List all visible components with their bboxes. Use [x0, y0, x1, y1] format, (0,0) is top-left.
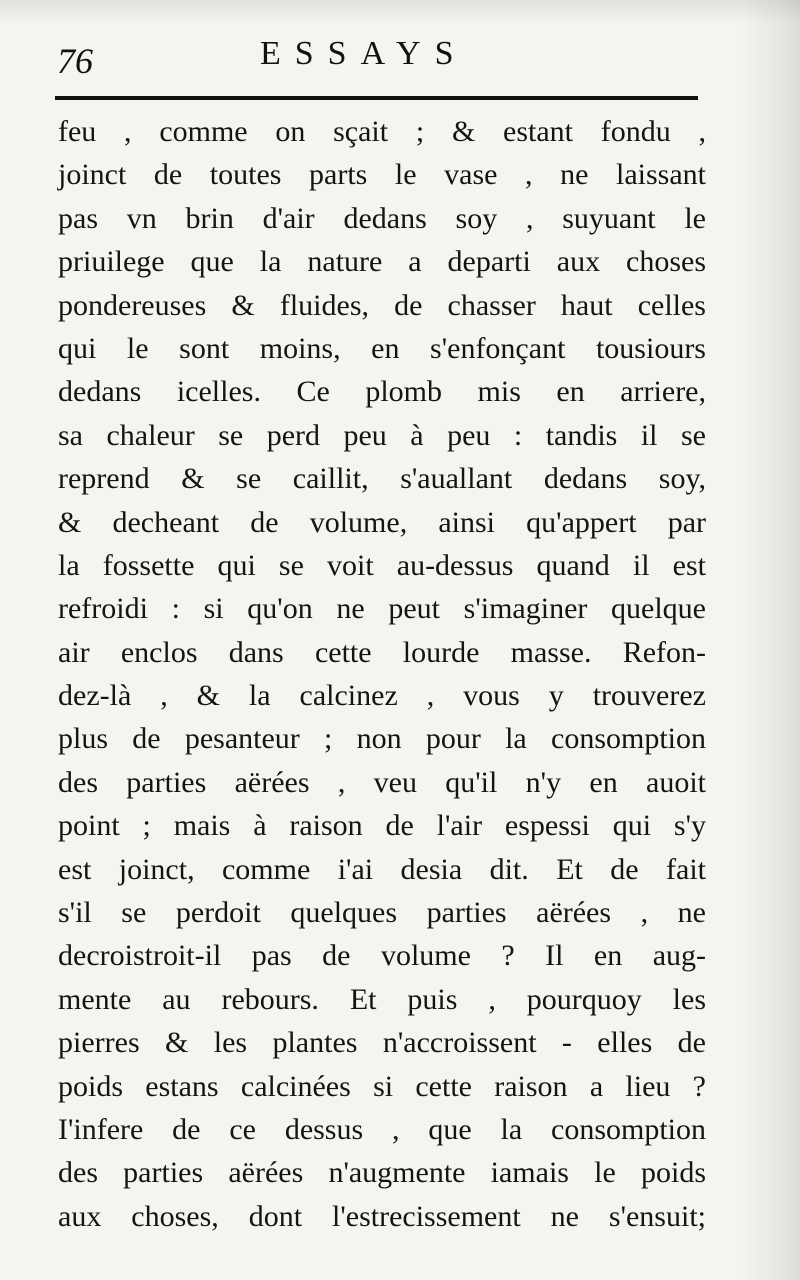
text-line: & decheant de volume, ainsi qu'appert par	[58, 505, 706, 539]
text-line: qui le sont moins, en s'enfonçant tousiours	[58, 331, 706, 365]
text-line: la fossette qui se voit au-dessus quand il est	[58, 548, 706, 582]
text-line: priuilege que la nature a departi aux choses	[58, 245, 706, 279]
text-line: refroidi : si qu'on ne peut s'imaginer quelque	[58, 592, 706, 626]
text-line: des parties aërées , veu qu'il n'y en auoit	[58, 765, 706, 799]
text-line: poids estans calcinées si cette raison a lieu ?	[58, 1069, 706, 1103]
text-line: s'il se perdoit quelques parties aërées , ne	[58, 896, 706, 930]
text-line: pondereuses & fluides, de chasser haut celles	[58, 288, 706, 322]
text-line: dez-là , & la calcinez , vous y trouverez	[58, 679, 706, 713]
text-line: sa chaleur se perd peu à peu : tandis il se	[58, 418, 706, 452]
page-top-shadow	[0, 0, 800, 24]
text-line: air enclos dans cette lourde masse. Refon-	[58, 635, 706, 669]
text-line: feu , comme on sçait ; & estant fondu ,	[58, 115, 706, 148]
text-line: I'infere de ce dessus , que la consomption	[58, 1112, 706, 1146]
text-line: pierres & les plantes n'accroissent - elles de	[58, 1026, 706, 1060]
page-edge-shadow	[740, 0, 800, 1280]
text-line: mente au rebours. Et puis , pourquoy les	[58, 982, 706, 1016]
text-line: pas vn brin d'air dedans soy , suyuant le	[58, 201, 706, 235]
text-line: est joinct, comme i'ai desia dit. Et de fait	[58, 852, 706, 886]
page-number: 76	[57, 41, 93, 81]
text-line: joinct de toutes parts le vase , ne laissant	[58, 158, 706, 192]
text-line: dedans icelles. Ce plomb mis en arriere,	[58, 375, 706, 409]
text-line: decroistroit-il pas de volume ? Il en aug-	[58, 939, 706, 973]
page-header	[55, 30, 710, 90]
running-title: ESSAYS	[260, 35, 468, 72]
text-line: des parties aërées n'augmente iamais le poids	[58, 1156, 706, 1190]
body-text	[58, 110, 706, 1238]
text-line: aux choses, dont l'estrecissement ne s'ensuit;	[58, 1199, 706, 1233]
text-line: plus de pesanteur ; non pour la consomption	[58, 722, 706, 756]
text-line: point ; mais à raison de l'air espessi qui s'y	[58, 809, 706, 843]
text-line: reprend & se caillit, s'auallant dedans soy,	[58, 462, 706, 496]
header-rule	[55, 96, 698, 100]
